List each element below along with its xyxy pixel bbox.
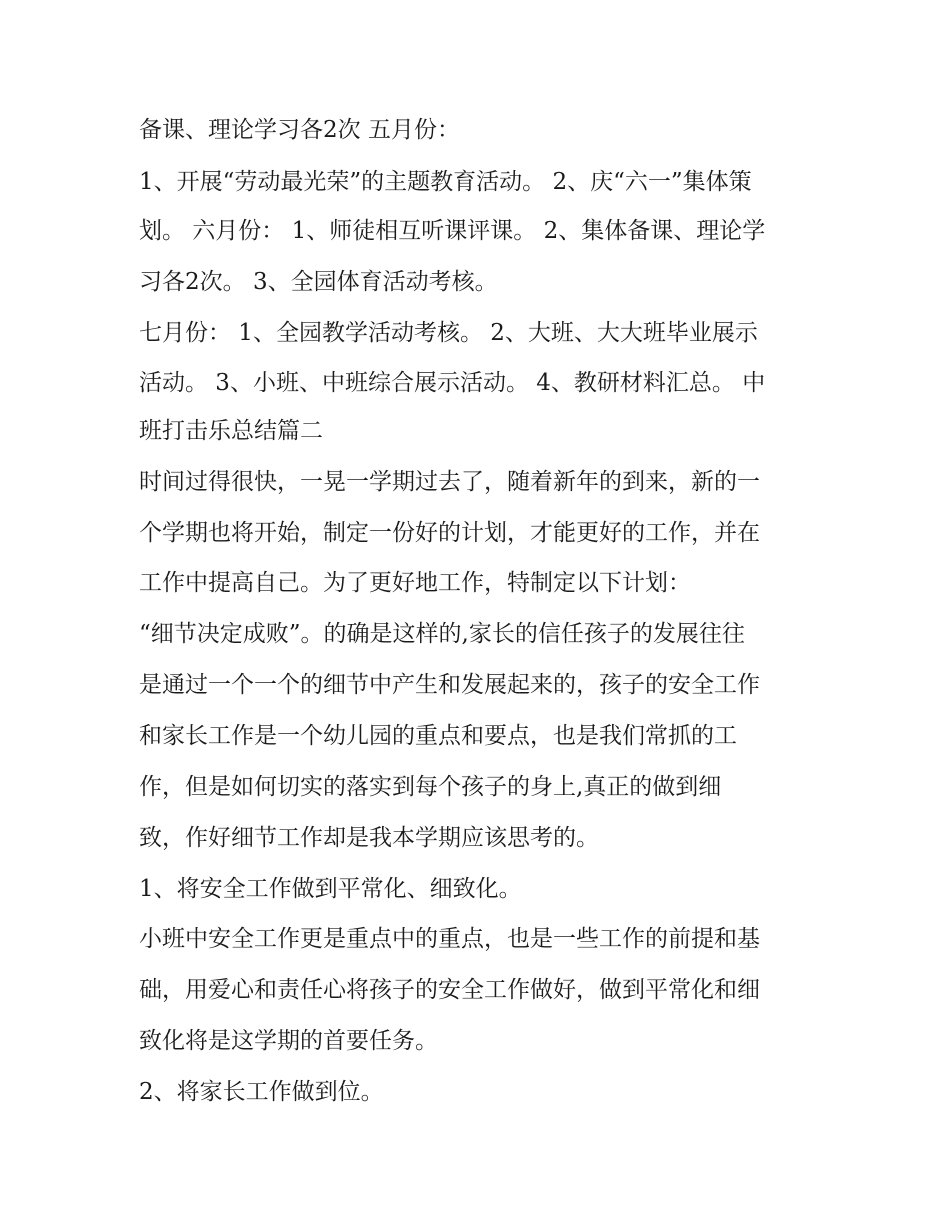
text-line-15: 致，作好细节工作却是我本学期应该思考的。	[139, 825, 599, 851]
text-line-5: 七月份： 1、全园教学活动考核。 2、大班、大大班毕业展示	[139, 320, 758, 346]
text-line-2: 1、开展“劳动最光荣”的主题教育活动。 2、庆“六一”集体策	[139, 169, 752, 195]
text-line-8: 时间过得很快，一晃一学期过去了，随着新年的到来，新的一	[139, 469, 760, 495]
text-line-17: 小班中安全工作更是重点中的重点，也是一些工作的前提和基	[139, 926, 760, 952]
text-line-4: 习各2次。 3、全园体育活动考核。	[139, 269, 498, 295]
text-line-14: 作，但是如何切实的落实到每个孩子的身上,真正的做到细	[139, 774, 722, 800]
text-line-18: 础，用爱心和责任心将孩子的安全工作做好，做到平常化和细	[139, 977, 760, 1003]
text-line-16: 1、将安全工作做到平常化、细致化。	[139, 876, 522, 902]
text-line-7: 班打击乐总结篇二	[139, 418, 323, 444]
text-line-9: 个学期也将开始，制定一份好的计划，才能更好的工作，并在	[139, 520, 760, 546]
text-line-1: 备课、理论学习各2次 五月份：	[139, 117, 460, 143]
text-line-6: 活动。 3、小班、中班综合展示活动。 4、教研材料汇总。 中	[139, 370, 766, 396]
text-line-19: 致化将是这学期的首要任务。	[139, 1028, 438, 1054]
text-line-10: 工作中提高自己。为了更好地工作，特制定以下计划：	[139, 570, 691, 596]
text-line-3: 划。 六月份： 1、师徒相互听课评课。 2、集体备课、理论学	[139, 218, 766, 244]
text-line-12: 是通过一个一个的细节中产生和发展起来的，孩子的安全工作	[139, 672, 760, 698]
text-line-13: 和家长工作是一个幼儿园的重点和要点，也是我们常抓的工	[139, 723, 737, 749]
text-line-11: “细节决定成败”。的确是这样的,家长的信任孩子的发展往往	[139, 621, 745, 647]
text-line-20: 2、将家长工作做到位。	[139, 1079, 384, 1105]
